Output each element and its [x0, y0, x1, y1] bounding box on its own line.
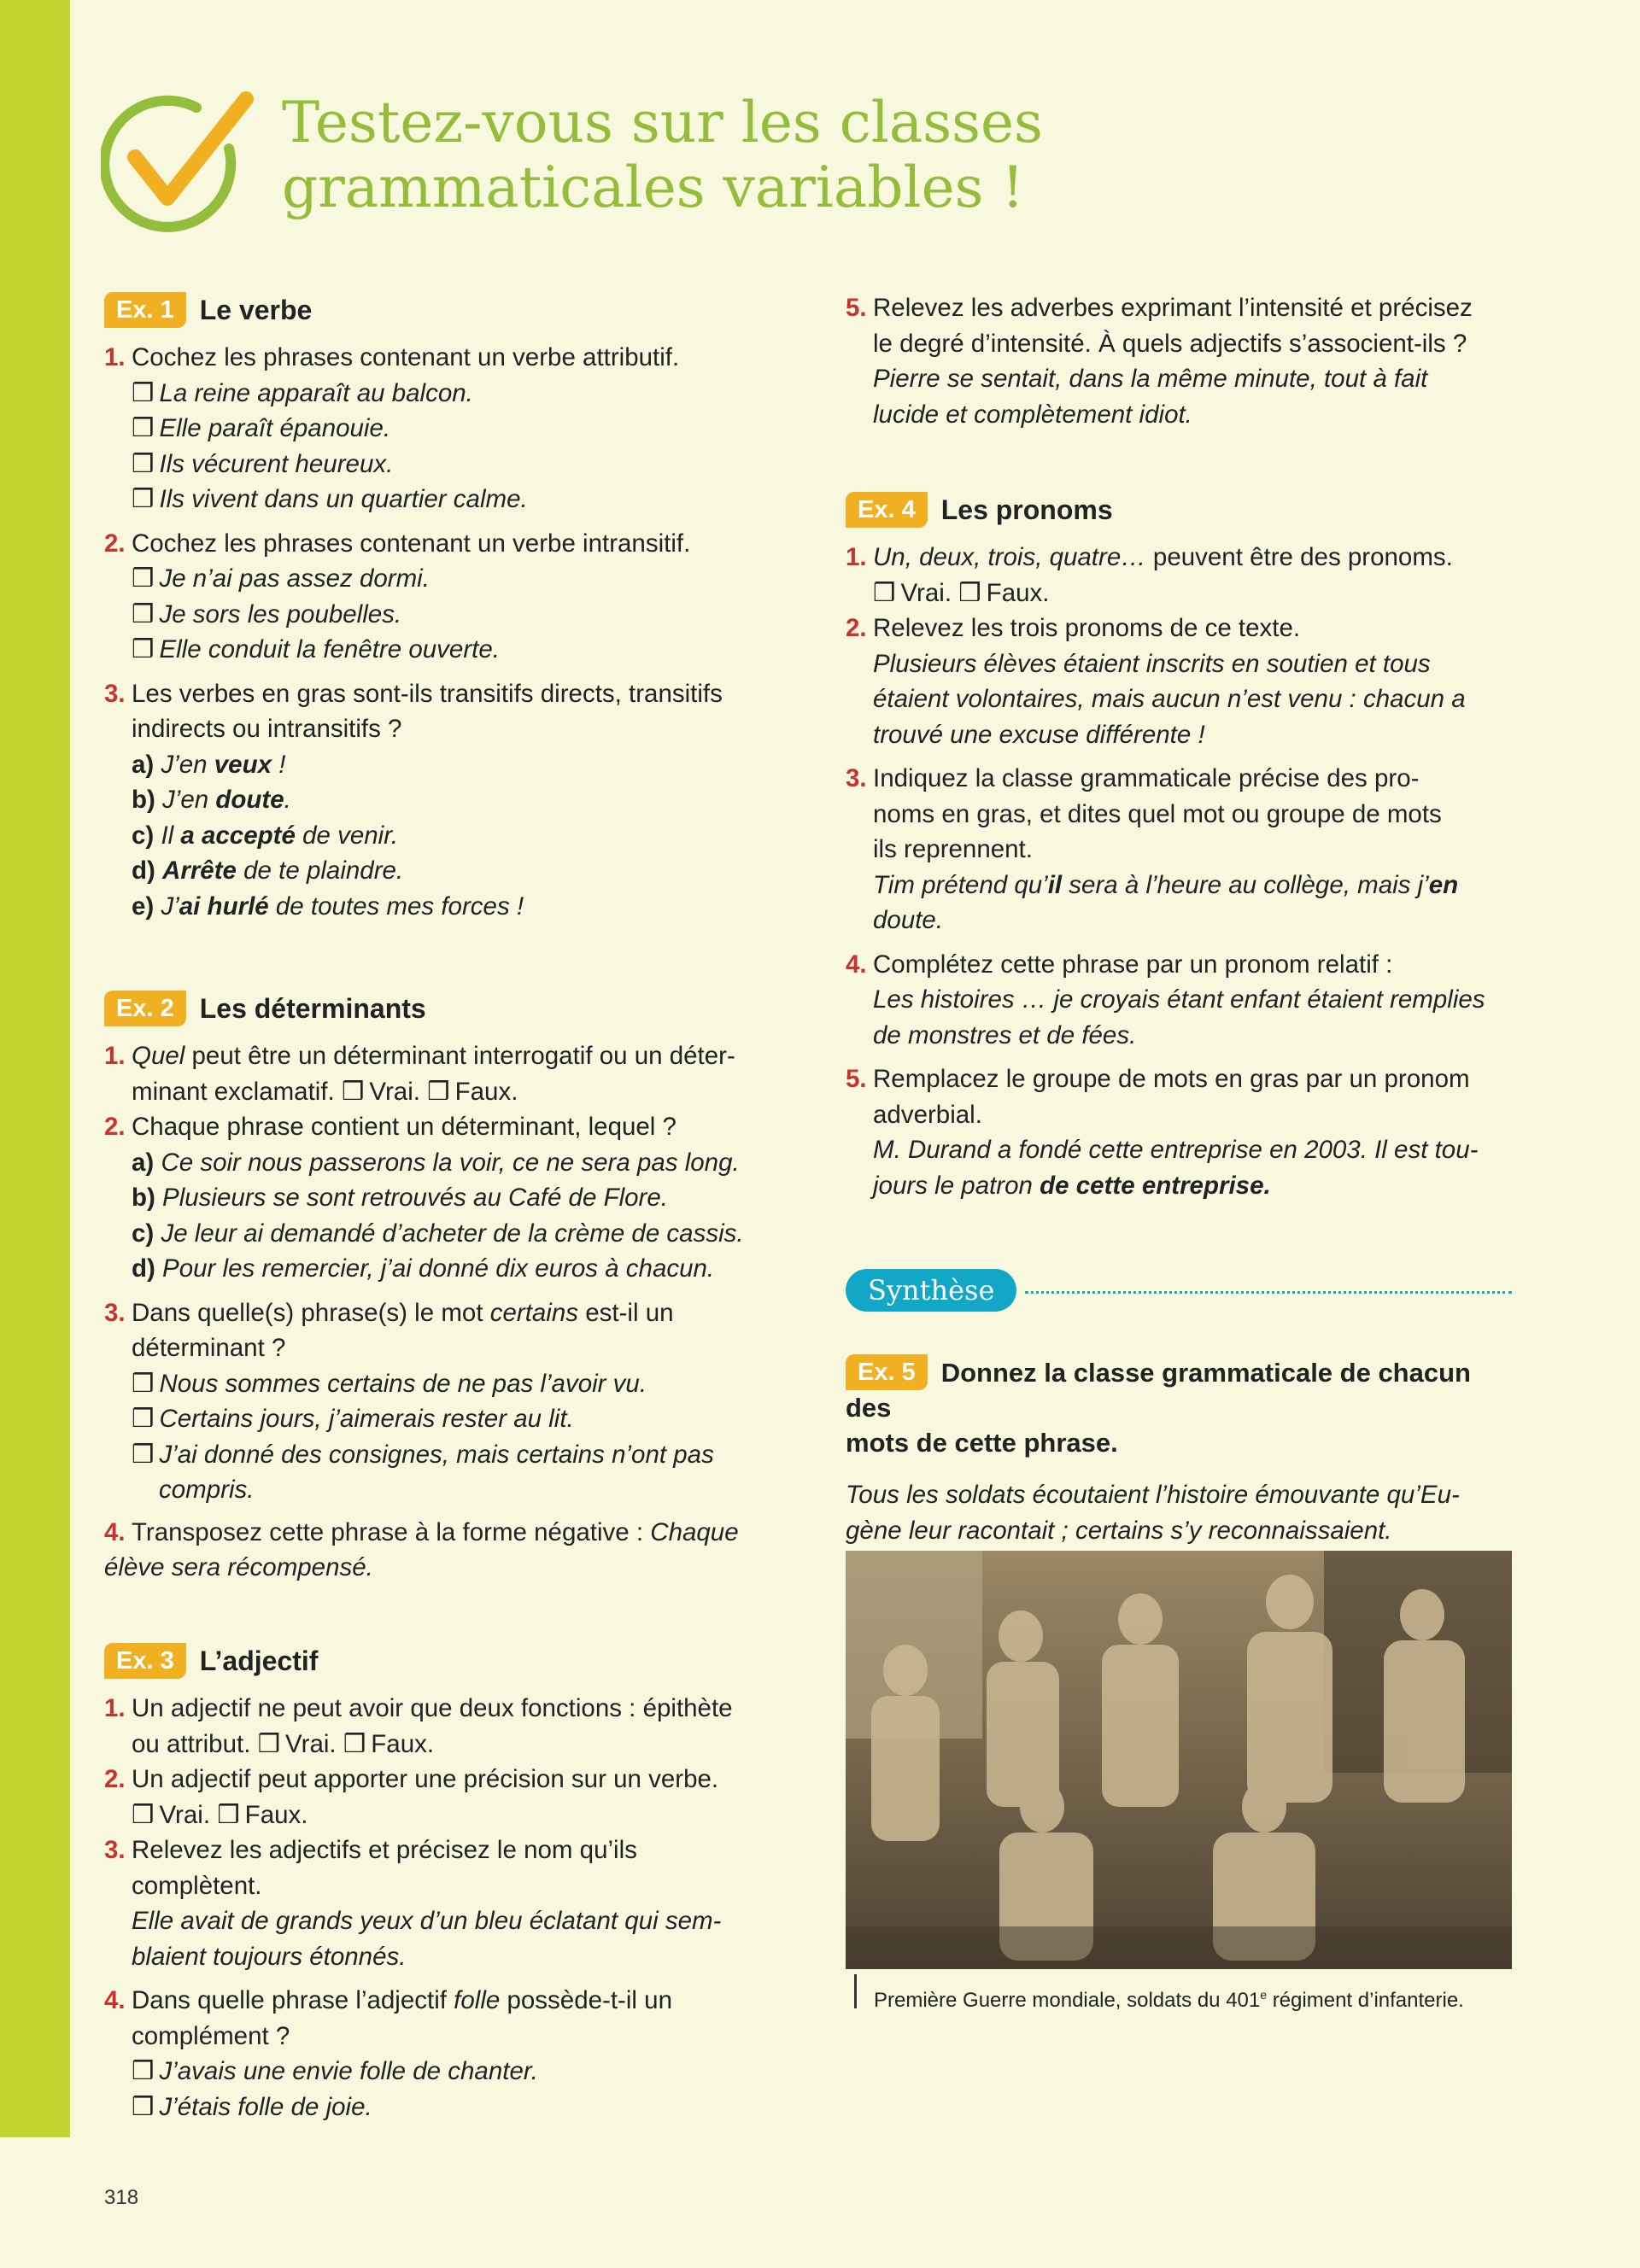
question: 1. Quel peut être un déterminant interrogatif ou un déter- minant exclamatif. ❒ Vrai. ❒ Faux. [104, 1038, 770, 1109]
option: ❒ J’ai donné des consignes, mais certains n’ont pas [132, 1440, 714, 1469]
checkbox-icon[interactable]: ❒ [873, 578, 896, 607]
question-number: 3. [104, 1298, 126, 1327]
exercise-header [104, 290, 770, 330]
question-number: 2. [846, 614, 867, 642]
exercise-header [104, 989, 770, 1028]
checkbox-icon[interactable]: ❒ [257, 1729, 281, 1758]
question-text: Cochez les phrases contenant un verbe intransitif. [132, 529, 691, 558]
photo-caption: Première Guerre mondiale, soldats du 401e régiment d’infanterie. [854, 1974, 1540, 2008]
question: 2. Relevez les trois pronoms de ce texte. Plusieurs élèves étaient inscrits en soutien et tous étaient volontaires, mais aucun n’est venu : chacun a trouvé une excuse différente ! [846, 611, 1512, 752]
exercise-title: Ex. 5 Donnez la classe grammaticale de chacun des mots de cette phrase. [846, 1354, 1512, 1460]
page-number: 318 [104, 2186, 139, 2209]
question: 3. Dans quelle(s) phrase(s) le mot certains est-il un déterminant ? ❒ Nous sommes certains de ne pas l’avoir vu. ❒ Certains jours, j’aimerais rester au lit. ❒ J’ai donné des consignes, mais certains n’ont pas compris. [104, 1295, 770, 1508]
question-number: 1. [104, 343, 126, 371]
question: 1. Un adjectif ne peut avoir que deux fonctions : épithète ou attribut. ❒ Vrai. ❒ Faux. [104, 1691, 770, 1762]
soldiers-photo [846, 1551, 1512, 1969]
question-number: 2. [104, 529, 126, 558]
option: ❒ J’étais folle de joie. [132, 2092, 372, 2121]
sub-item: d) Pour les remercier, j’ai donné dix euros à chacun. [132, 1254, 715, 1283]
exercise-1 [104, 290, 770, 924]
checkbox-icon[interactable]: ❒ [217, 1800, 240, 1829]
exercise-header [104, 1641, 770, 1681]
question: 5. Relevez les adverbes exprimant l’intensité et précisez le degré d’intensité. À quels adjectifs s’associent-ils ? Pierre se sentait, dans la même minute, tout à fait lucide et complètement idiot. [846, 290, 1512, 432]
exercise-badge: Ex. 5 [846, 1354, 928, 1390]
question-number: 3. [104, 1836, 126, 1864]
question [104, 340, 770, 517]
checkbox-icon[interactable]: ❒ [132, 599, 155, 628]
sub-item: b) J’en doute. [132, 786, 291, 814]
checkbox-icon[interactable]: ❒ [427, 1077, 450, 1106]
exercise-sentence: Tous les soldats écoutaient l’histoire émouvante qu’Eu- gène leur racontait ; certains s’y reconnaissaient. [846, 1481, 1460, 1545]
checkbox-icon[interactable]: ❒ [341, 1077, 365, 1106]
checkbox-icon[interactable]: ❒ [132, 449, 155, 478]
checkbox-icon[interactable]: ❒ [132, 2092, 155, 2121]
sub-item: b) Plusieurs se sont retrouvés au Café de Flore. [132, 1184, 668, 1212]
question-text: indirects ou intransitifs ? [132, 715, 402, 743]
checkbox-icon[interactable]: ❒ [343, 1729, 366, 1758]
question [104, 1109, 770, 1287]
exercise-title: L’adjectif [199, 1645, 319, 1676]
sub-item: c) Je leur ai demandé d’acheter de la crème de cassis. [132, 1219, 744, 1248]
option: ❒ Elle conduit la fenêtre ouverte. [132, 635, 500, 663]
question: 1. Un, deux, trois, quatre… peuvent être des pronoms. ❒ Vrai. ❒ Faux. [846, 540, 1512, 611]
option: ❒ Ils vivent dans un quartier calme. [132, 485, 528, 513]
question-number: 4. [104, 1517, 126, 1546]
exercise-4 [846, 490, 1512, 1203]
exercise-2 [104, 989, 770, 1586]
exercise-title: Les pronoms [940, 494, 1113, 525]
option: ❒ Nous sommes certains de ne pas l’avoir vu. [132, 1369, 647, 1398]
exercise-title: Les déterminants [199, 992, 426, 1024]
option: ❒ Elle paraît épanouie. [132, 414, 391, 442]
question: 3. Indiquez la classe grammaticale précise des pro- noms en gras, et dites quel mot ou groupe de mots ils reprennent. Tim prétend qu’il sera à l’heure au collège, mais j’en doute. [846, 761, 1512, 938]
checkbox-icon[interactable]: ❒ [132, 1369, 155, 1398]
sub-item: e) J’ai hurlé de toutes mes forces ! [132, 891, 524, 921]
question: 3. Relevez les adjectifs et précisez le nom qu’ils complètent. Elle avait de grands yeux d’un bleu éclatant qui sem- blaient toujours étonnés. [104, 1833, 770, 1974]
exercise-1-question-5 [846, 290, 1512, 432]
option: ❒ La reine apparaît au balcon. [132, 378, 473, 407]
question-number: 3. [104, 679, 126, 708]
question-number: 5. [846, 1065, 867, 1093]
checkbox-icon[interactable]: ❒ [132, 485, 155, 513]
page-title [282, 91, 1478, 220]
checkbox-icon[interactable]: ❒ [132, 414, 155, 442]
question-text: Les verbes en gras sont-ils transitifs directs, transitifs [132, 679, 723, 708]
exercise-5 [846, 1354, 1512, 1548]
checkmark-circle-icon [101, 89, 255, 243]
exercise-badge: Ex. 4 [846, 492, 928, 528]
question-number: 5. [846, 294, 867, 322]
option: ❒ Je sors les poubelles. [132, 599, 402, 628]
exercise-badge: Ex. 3 [104, 1643, 186, 1679]
checkbox-icon[interactable]: ❒ [132, 635, 155, 663]
side-band [0, 0, 70, 2137]
question-number: 2. [104, 1765, 126, 1793]
checkbox-icon[interactable]: ❒ [132, 1440, 155, 1469]
checkbox-icon[interactable]: ❒ [958, 578, 981, 607]
checkbox-icon[interactable]: ❒ [132, 1800, 155, 1829]
synthese-label: Synthèse [846, 1269, 1016, 1312]
checkbox-icon[interactable]: ❒ [132, 564, 155, 593]
option: ❒ J’avais une envie folle de chanter. [132, 2057, 538, 2085]
question-text: Cochez les phrases contenant un verbe attributif. [132, 343, 680, 371]
exercise-title: Le verbe [199, 294, 313, 325]
question: 4. Transposez cette phrase à la forme négative : Chaque élève sera récompensé. [104, 1515, 770, 1586]
exercise-header [846, 490, 1512, 529]
dotted-divider [1025, 1291, 1512, 1294]
sub-item: a) Ce soir nous passerons la voir, ce ne sera pas long. [132, 1148, 740, 1177]
sub-item: c) Il a accepté de venir. [132, 821, 399, 850]
question-number: 4. [104, 1986, 126, 2014]
checkbox-icon[interactable]: ❒ [132, 2057, 155, 2085]
option: ❒ Ils vécurent heureux. [132, 449, 394, 478]
question: 4. Dans quelle phrase l’adjectif folle possède-t-il un complément ? ❒ J’avais une envie folle de chanter. ❒ J’étais folle de joie. [104, 1983, 770, 2125]
exercise-badge: Ex. 2 [104, 991, 186, 1026]
question-number: 4. [846, 950, 867, 979]
question: 2. Un adjectif peut apporter une précision sur un verbe. ❒ Vrai. ❒ Faux. [104, 1762, 770, 1833]
sub-item: a) J’en veux ! [132, 750, 286, 779]
title-line: Testez-vous sur les classes [282, 90, 1043, 155]
title-line: grammaticales variables ! [282, 155, 1025, 220]
question-number: 3. [846, 764, 867, 792]
question-number: 1. [104, 1694, 126, 1722]
option: ❒ Certains jours, j’aimerais rester au lit. [132, 1405, 574, 1433]
option: ❒ Je n’ai pas assez dormi. [132, 564, 430, 593]
checkbox-icon[interactable]: ❒ [132, 1405, 155, 1433]
checkbox-icon[interactable]: ❒ [132, 378, 155, 407]
question-number: 1. [104, 1042, 126, 1070]
exercise-3 [104, 1641, 770, 2125]
question [104, 676, 770, 925]
question-text: Chaque phrase contient un déterminant, lequel ? [132, 1113, 676, 1141]
question: 4. Complétez cette phrase par un pronom relatif : Les histoires … je croyais étant enfant étaient remplies de monstres et de fées. [846, 947, 1512, 1054]
question-number: 1. [846, 543, 867, 571]
question-number: 2. [104, 1113, 126, 1141]
question [104, 526, 770, 668]
sub-item: d) Arrête de te plaindre. [132, 856, 404, 885]
exercise-badge: Ex. 1 [104, 292, 186, 328]
question: 5. Remplacez le groupe de mots en gras par un pronom adverbial. M. Durand a fondé cette entreprise en 2003. Il est tou- jours le patron de cette entreprise. [846, 1061, 1512, 1203]
